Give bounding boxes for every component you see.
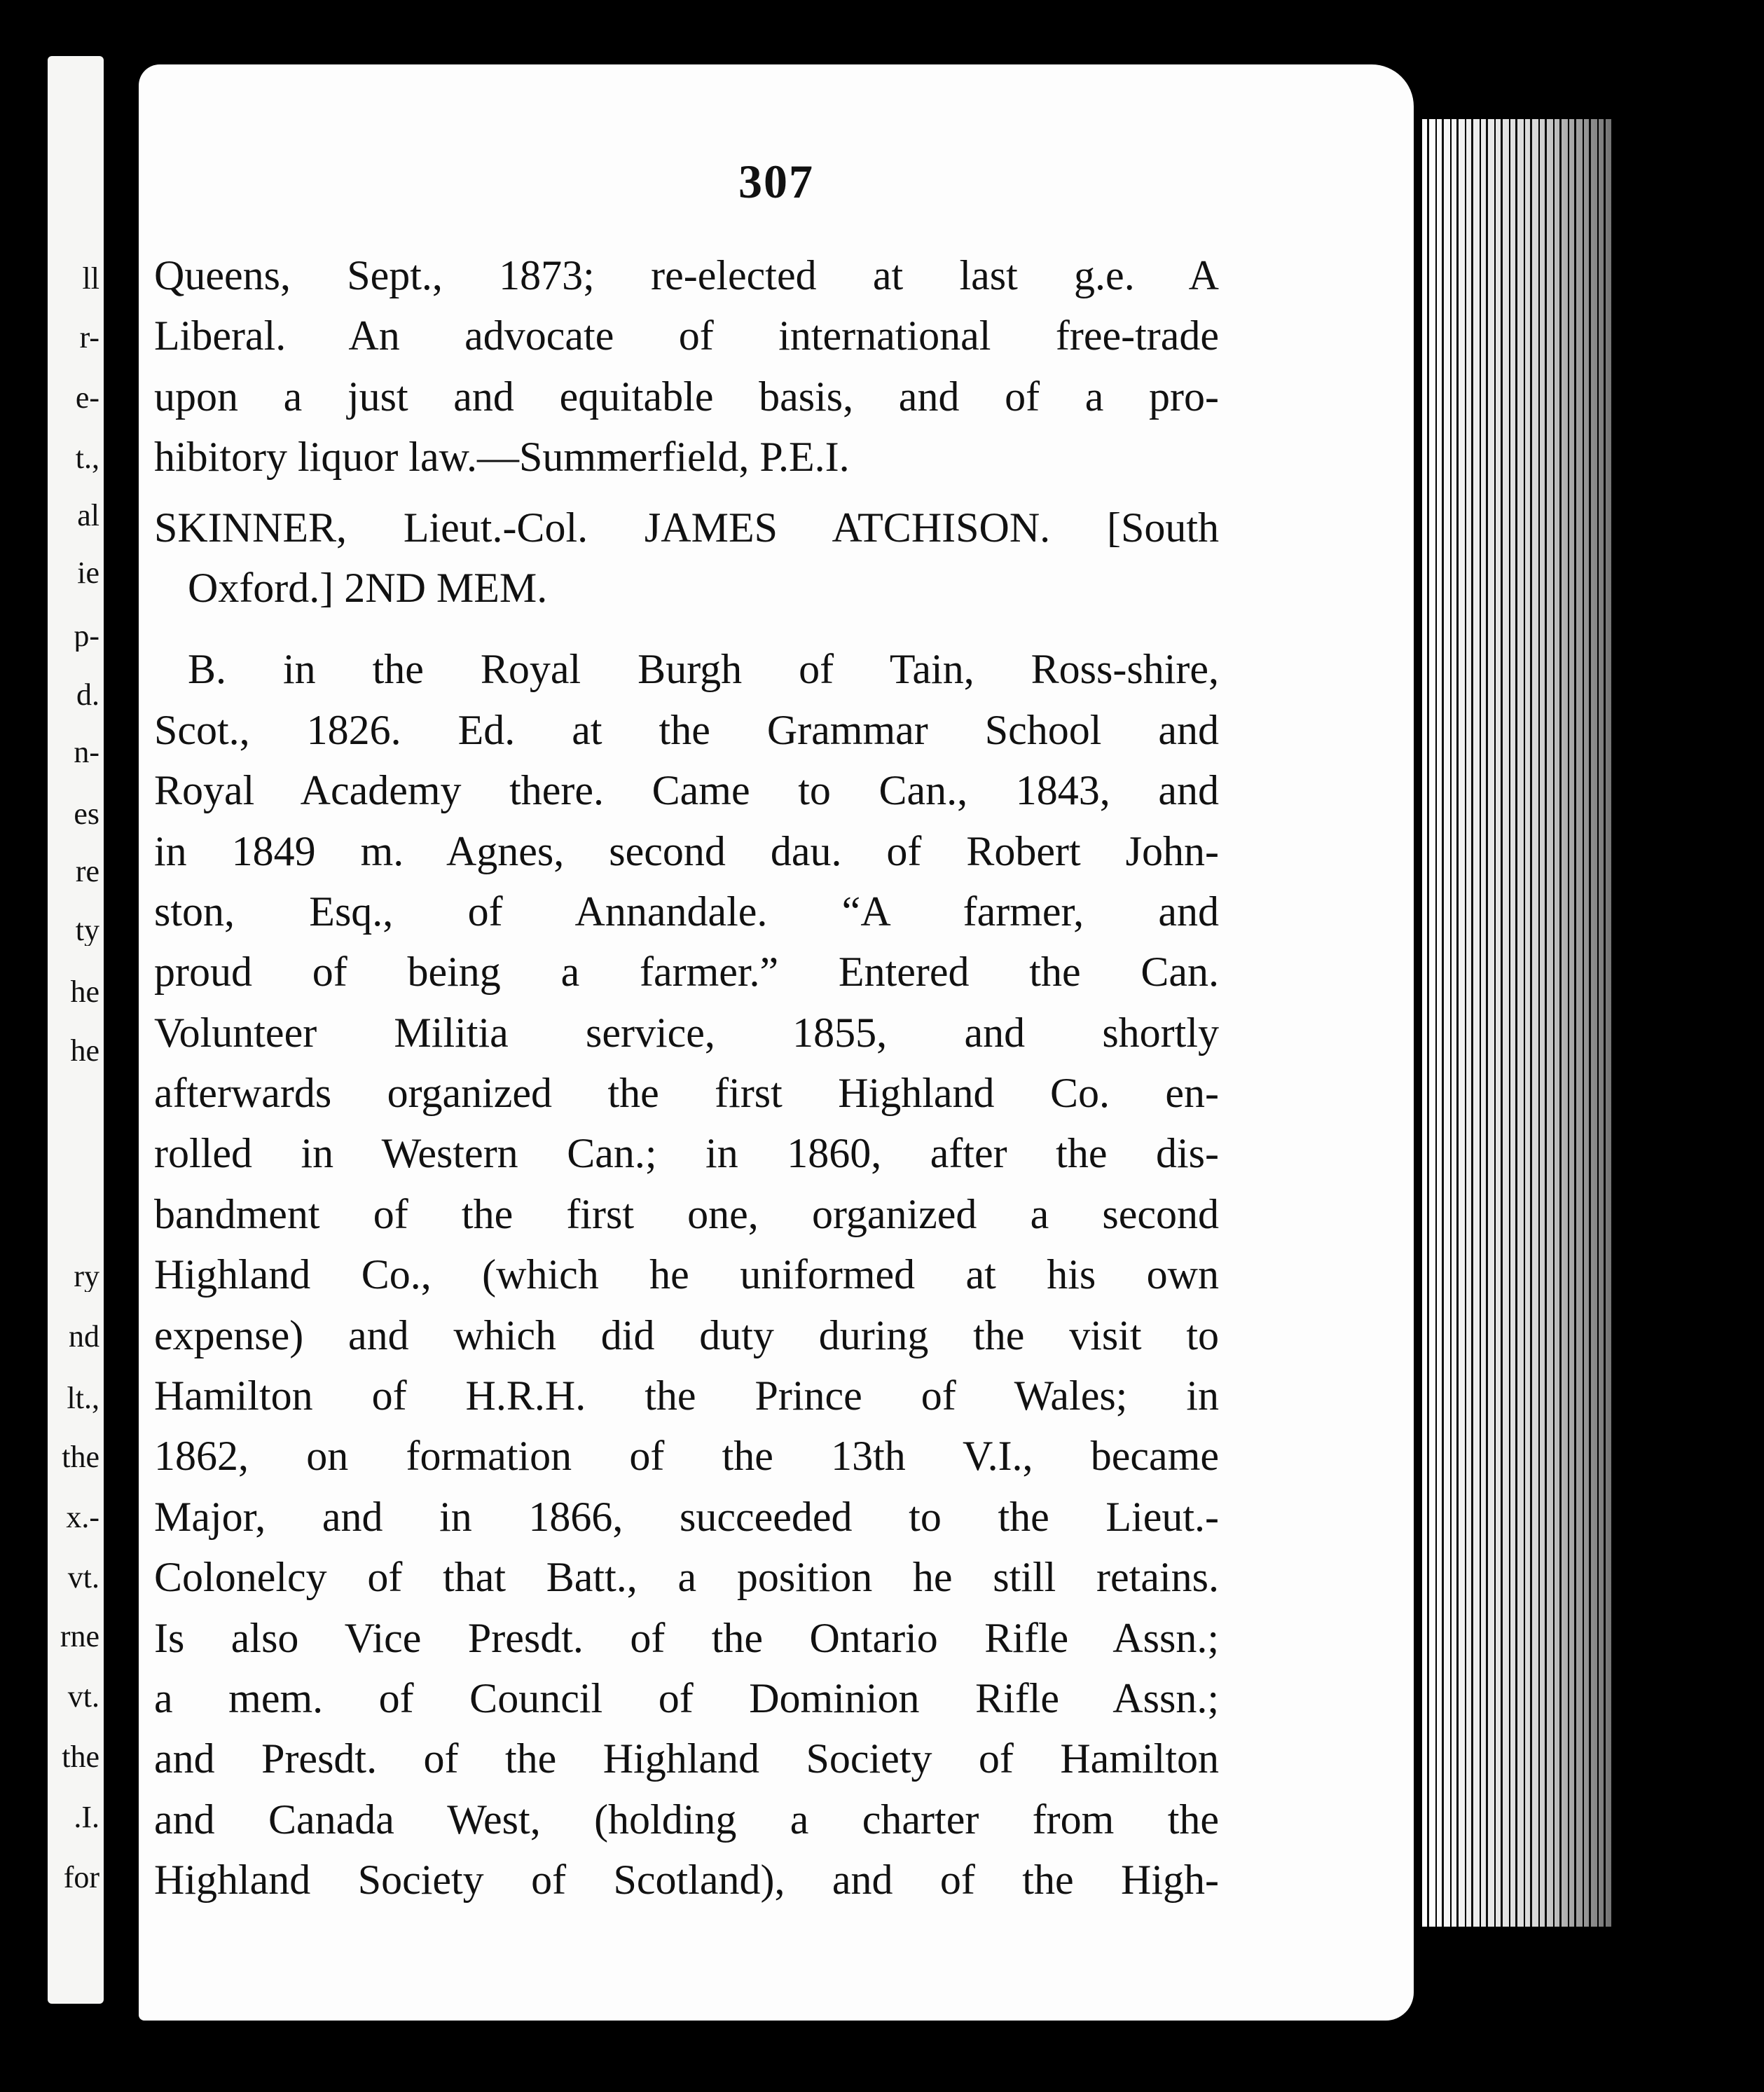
facing-page-fragment: he [70, 1035, 99, 1066]
text-line: and Presdt. of the Highland Society of Hamilton [154, 1735, 1219, 1782]
text-line: bandment of the first one, organized a second [154, 1190, 1219, 1237]
text-line: Colonelcy of that Batt., a position he still retains. [154, 1554, 1219, 1601]
facing-page-fragment: rne [60, 1621, 99, 1652]
facing-page-fragment: vt. [67, 1681, 99, 1712]
entry-heading [154, 497, 1219, 619]
facing-page-fragment: t., [75, 443, 99, 474]
facing-page-fragment: vt. [67, 1562, 99, 1593]
text-line: a mem. of Council of Dominion Rifle Assn.; [154, 1674, 1219, 1721]
facing-page-fragment: nd [69, 1321, 99, 1352]
text-line: 1862, on formation of the 13th V.I., became [154, 1433, 1219, 1480]
facing-page-fragment: p- [74, 621, 99, 652]
entry-body [154, 639, 1219, 1910]
text-line: rolled in Western Can.; in 1860, after the dis- [154, 1130, 1219, 1177]
facing-page-fragment: ry [74, 1261, 99, 1292]
facing-page-fragment: re [75, 856, 99, 887]
text-line: hibitory liquor law.—Summerfield, P.E.I. [154, 434, 850, 481]
text-line: Hamilton of H.R.H. the Prince of Wales; in [154, 1372, 1219, 1419]
facing-page-fragment: es [74, 799, 99, 830]
text-line: upon a just and equitable basis, and of a pro- [154, 373, 1219, 420]
text-line: in 1849 m. Agnes, second dau. of Robert John- [154, 827, 1219, 874]
text-line: Volunteer Militia service, 1855, and shortly [154, 1009, 1219, 1056]
facing-page-fragment: e- [75, 383, 99, 413]
heading-line: Oxford.] 2ND MEM. [188, 564, 548, 611]
text-line: Royal Academy there. Came to Can., 1843, and [154, 767, 1219, 814]
facing-page-fragment: d. [76, 680, 99, 710]
facing-page-fragment: for [63, 1862, 99, 1893]
facing-page-fragment: ty [75, 915, 99, 946]
text-line: proud of being a farmer.” Entered the Can. [154, 949, 1219, 996]
page-number: 307 [738, 155, 814, 208]
facing-page-fragment: he [70, 977, 99, 1007]
text-line: expense) and which did duty during the visit to [154, 1312, 1219, 1358]
facing-page-fragment: .I. [74, 1802, 99, 1833]
facing-page-fragment: ll [82, 263, 99, 294]
text-line: Is also Vice Presdt. of the Ontario Rifle Assn.; [154, 1614, 1219, 1661]
heading-line: SKINNER, Lieut.-Col. JAMES ATCHISON. [South [154, 504, 1219, 551]
text-line: Highland Co., (which he uniformed at his own [154, 1251, 1219, 1298]
facing-page-fragment: n- [74, 737, 99, 768]
entry-continuation [154, 245, 1219, 488]
page-text [154, 245, 1219, 1911]
facing-page-sliver [48, 56, 104, 2004]
text-line: and Canada West, (holding a charter from the [154, 1796, 1219, 1843]
text-line: Highland Society of Scotland), and of the High- [154, 1857, 1219, 1904]
text-line: Major, and in 1866, succeeded to the Lieut.- [154, 1493, 1219, 1540]
facing-page-fragment: al [77, 500, 99, 531]
text-line: B. in the Royal Burgh of Tain, Ross-shire, [188, 646, 1219, 693]
facing-page-fragment: the [62, 1742, 99, 1773]
facing-page-fragment: ie [77, 558, 99, 589]
facing-page-fragment: x.- [66, 1502, 99, 1533]
text-line: ston, Esq., of Annandale. “A farmer, and [154, 888, 1219, 935]
facing-page-fragment: lt., [67, 1383, 99, 1414]
page-edges-shadow [1422, 119, 1611, 1927]
text-line: Scot., 1826. Ed. at the Grammar School and [154, 706, 1219, 753]
facing-page-fragment: r- [79, 322, 99, 353]
text-line: Queens, Sept., 1873; re-elected at last g.e. A [154, 252, 1219, 298]
facing-page-fragment: the [62, 1442, 99, 1473]
text-line: afterwards organized the first Highland Co. en- [154, 1070, 1219, 1117]
text-line: Liberal. An advocate of international free-trade [154, 312, 1219, 359]
book-page [139, 64, 1414, 2021]
